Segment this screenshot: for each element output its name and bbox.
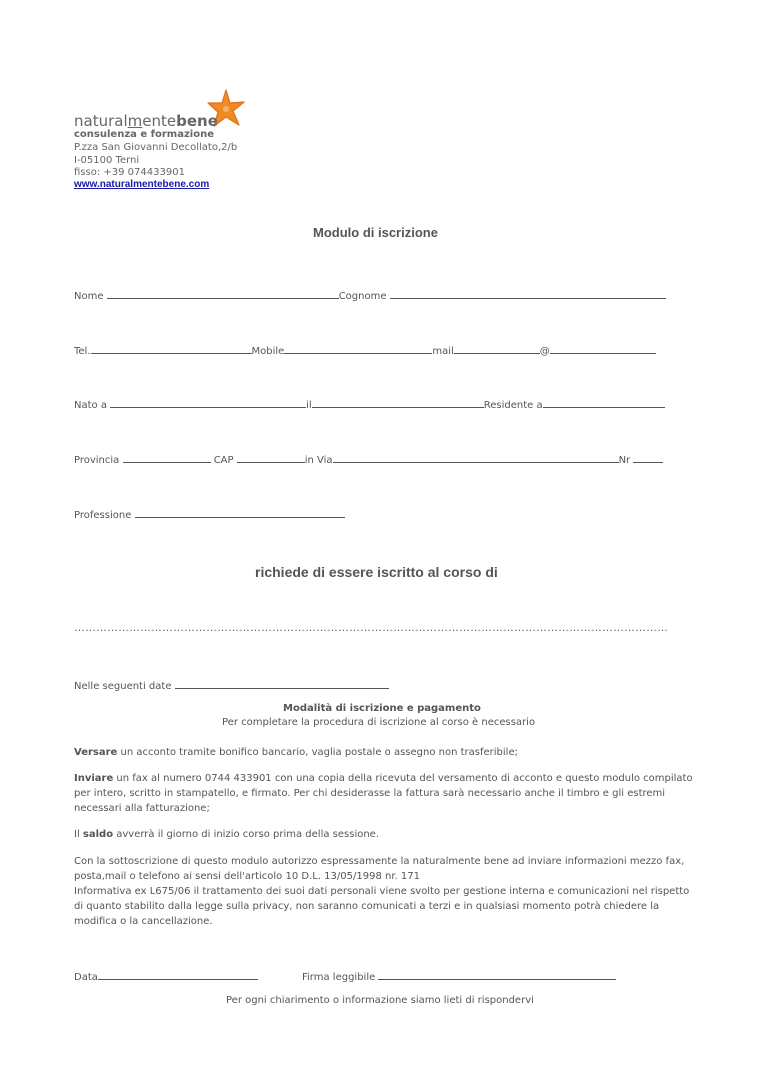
nome-label: Nome (74, 291, 104, 302)
privacy-consent: Con la sottoscrizione di questo modulo autorizzo espressamente la naturalmente bene ad inviare informazioni mezzo fax, posta,mail o telefono ai sensi dell'articolo 10 D.L. 13/05/1998 nr. 171 (74, 856, 685, 882)
saldo-pre: Il (74, 829, 83, 840)
mail-domain-field[interactable] (550, 342, 656, 354)
tel-label: Tel. (74, 346, 91, 357)
cap-label: CAP (213, 455, 234, 466)
privacy-informativa: Informativa ex L675/06 il trattamento dei suoi dati personali viene svolto per gestione interna e comunicazioni nel rispetto di quanto stabilito dalla legge sulla privacy, non saranno comunicati a terzi e in qualsiasi momento potrà chiedere la modifica o la cancellazione. (74, 886, 690, 927)
phone: fisso: +39 074433901 (74, 167, 185, 178)
nato-label: Nato a (74, 400, 107, 411)
provincia-label: Provincia (74, 455, 120, 466)
mail-label: mail (432, 346, 454, 357)
saldo-paragraph (74, 827, 694, 842)
via-label: in Via (304, 455, 333, 466)
form-title: Modulo di iscrizione (313, 225, 438, 240)
inviare-bold: Inviare (74, 773, 114, 784)
mail-user-field[interactable] (454, 342, 540, 354)
data-field[interactable] (98, 968, 258, 980)
nome-field[interactable] (107, 287, 339, 299)
cap-field[interactable] (237, 451, 305, 463)
city: I-05100 Terni (74, 155, 140, 166)
brand-m: m (127, 112, 143, 130)
saldo-text: avverrà il giorno di inizio corso prima della sessione. (113, 829, 380, 840)
closing-note: Per ogni chiarimento o informazione siamo lieti di rispondervi (226, 995, 534, 1006)
il-field[interactable] (312, 396, 484, 408)
row-nome (74, 287, 666, 302)
il-label: il (306, 400, 312, 411)
brand-prefix: natural (74, 112, 128, 130)
request-text: richiede di essere iscritto al corso di (255, 564, 498, 580)
nr-label: Nr (618, 455, 631, 466)
cognome-field[interactable] (390, 287, 666, 299)
nato-field[interactable] (110, 396, 306, 408)
firma-label: Firma leggibile (302, 972, 376, 983)
row-professione (74, 506, 345, 521)
versare-bold: Versare (74, 747, 118, 758)
saldo-bold: saldo (82, 829, 114, 840)
via-field[interactable] (333, 451, 619, 463)
nr-field[interactable] (633, 451, 663, 463)
firma-field[interactable] (378, 968, 616, 980)
professione-label: Professione (74, 510, 132, 521)
row-firma (302, 968, 616, 983)
course-field[interactable]: ……………………………………………………………………………………………………………………………………………… (74, 622, 668, 634)
address: P.zza San Giovanni Decollato,2/b (74, 142, 238, 153)
tel-field[interactable] (91, 342, 252, 354)
data-label: Data (74, 972, 98, 983)
row-provincia (74, 451, 663, 466)
residente-label: Residente a (483, 400, 543, 411)
mobile-label: Mobile (251, 346, 285, 357)
website-link[interactable]: www.naturalmentebene.com (74, 179, 210, 190)
inviare-paragraph (74, 771, 694, 816)
row-tel (74, 342, 656, 357)
row-dates (74, 677, 389, 692)
brand-mid: ente (142, 112, 177, 130)
residente-field[interactable] (543, 396, 665, 408)
cognome-label: Cognome (338, 291, 387, 302)
versare-text: un acconto tramite bonifico bancario, vaglia postale o assegno non trasferibile; (117, 747, 518, 758)
brand-bold: bene (176, 112, 218, 130)
row-nato (74, 396, 665, 411)
row-data (74, 968, 258, 983)
provincia-field[interactable] (123, 451, 211, 463)
at-sign: @ (539, 346, 550, 357)
dates-field[interactable] (175, 677, 389, 689)
payment-heading: Modalità di iscrizione e pagamento (283, 703, 481, 714)
inviare-text: un fax al numero 0744 433901 con una copia della ricevuta del versamento di acconto e questo modulo compilato per intero, scritto in stampatello, e firmato. Per chi desiderasse la fattura sarà necessario anche il timbro e gli estremi necessari alla fatturazione; (74, 773, 693, 814)
tagline: consulenza e formazione (74, 129, 214, 140)
payment-intro: Per completare la procedura di iscrizione al corso è necessario (222, 717, 536, 728)
brand-name (74, 112, 218, 130)
dates-label: Nelle seguenti date (74, 681, 172, 692)
professione-field[interactable] (135, 506, 345, 518)
versare-paragraph (74, 745, 694, 760)
mobile-field[interactable] (284, 342, 432, 354)
